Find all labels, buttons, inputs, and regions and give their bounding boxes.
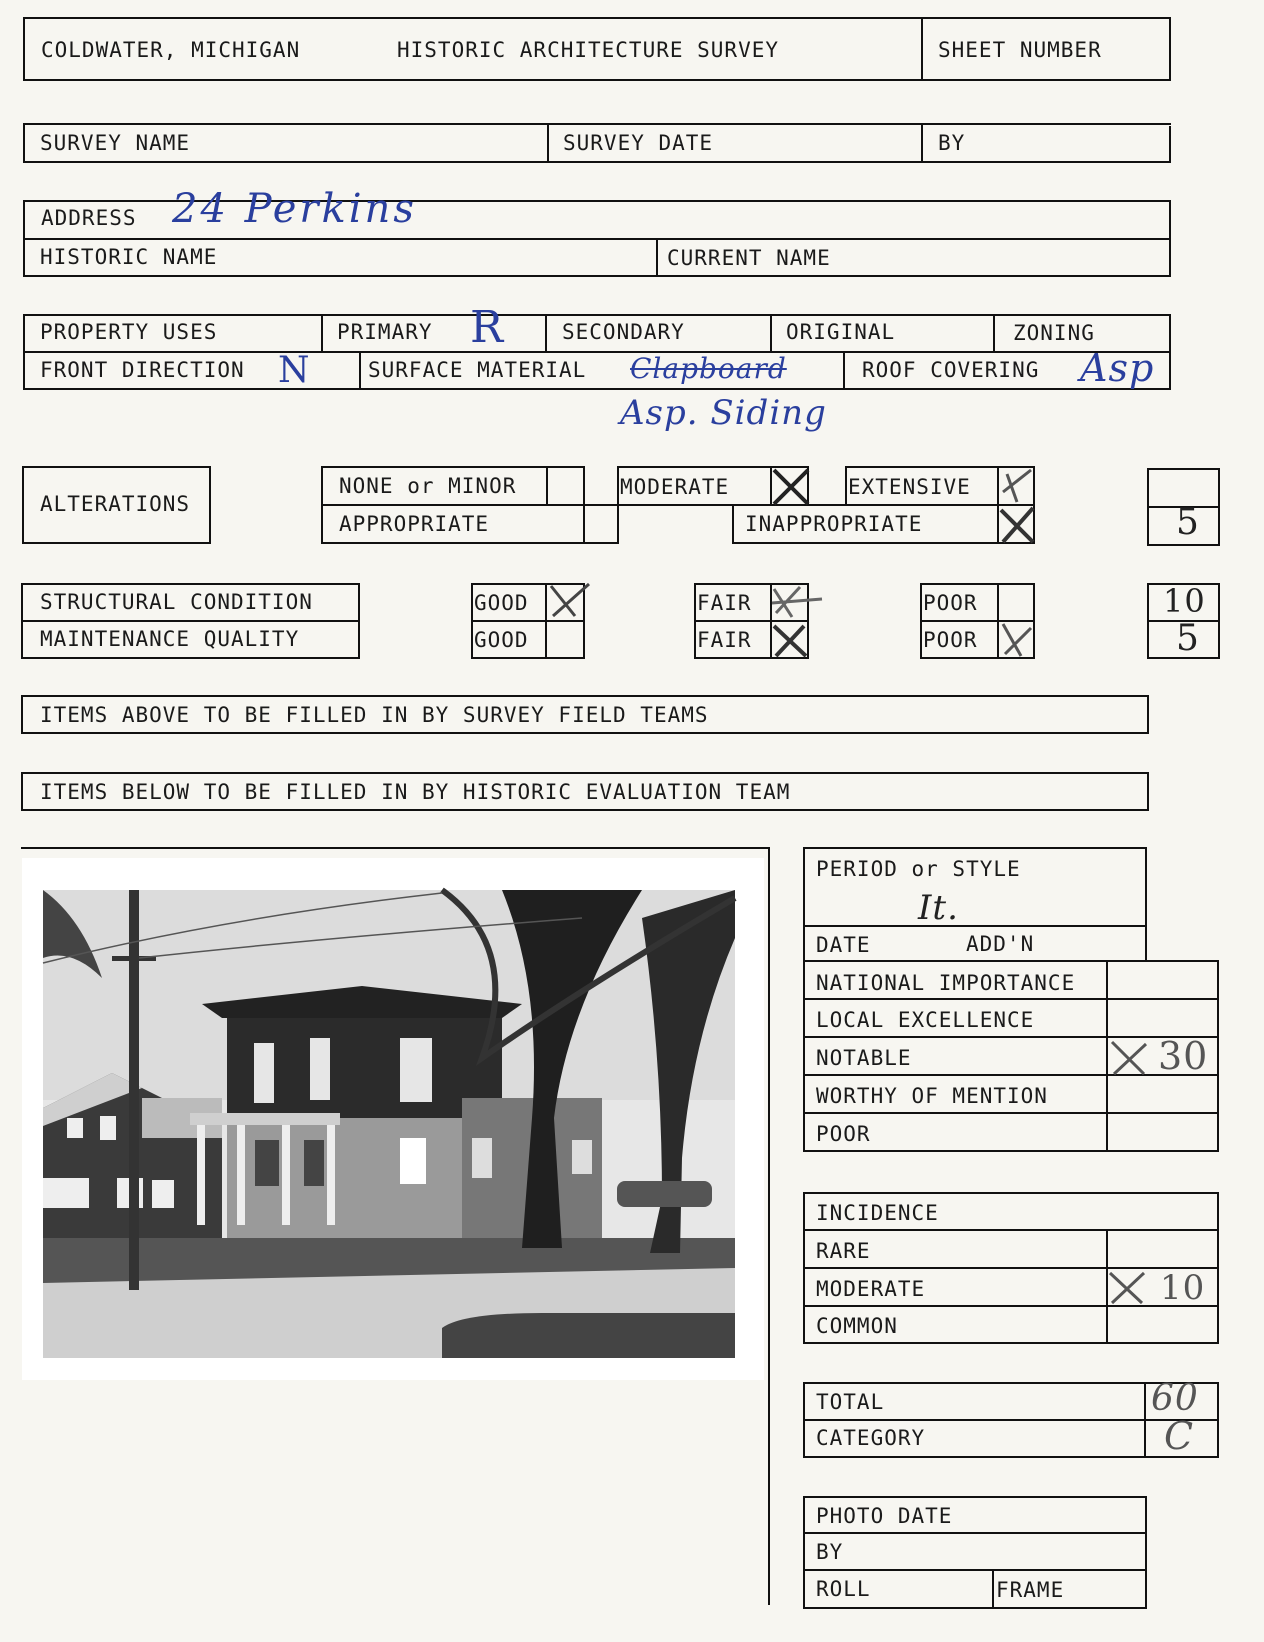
photo-info-row-1 — [803, 1532, 1147, 1534]
incidence-moderate-check-mark — [1104, 1269, 1150, 1307]
period-date-line — [803, 925, 1147, 927]
photo-date-label: PHOTO DATE — [816, 1504, 953, 1528]
surface-material-struck: Clapboard — [630, 352, 787, 385]
primary-label: PRIMARY — [337, 320, 433, 344]
extensive-check-mark — [997, 462, 1039, 508]
structural-condition-label: STRUCTURAL CONDITION — [40, 590, 313, 614]
evaluation-poor-label: POOR — [816, 1122, 871, 1146]
frame-label: FRAME — [996, 1578, 1065, 1602]
address-divider — [656, 238, 658, 277]
property-uses-label: PROPERTY USES — [40, 320, 218, 344]
incidence-row-1 — [803, 1229, 1219, 1231]
notable-check-mark — [1106, 1038, 1152, 1078]
structural-fair-label: FAIR — [697, 591, 752, 615]
inappropriate-label: INAPPROPRIATE — [745, 512, 923, 536]
survey-date-label: SURVEY DATE — [563, 131, 714, 155]
house-photo-image — [22, 858, 764, 1380]
condition-label-mid — [21, 620, 360, 622]
secondary-label: SECONDARY — [562, 320, 685, 344]
date-label: DATE — [816, 933, 871, 957]
house-photograph — [22, 858, 764, 1380]
property-div-5 — [359, 352, 361, 390]
maintenance-score: 5 — [1176, 618, 1200, 659]
property-div-4 — [993, 314, 995, 352]
structural-good-label: GOOD — [474, 591, 529, 615]
survey-divider-2 — [921, 123, 923, 163]
address-value: 24 Perkins — [172, 186, 417, 232]
notable-score: 30 — [1158, 1034, 1209, 1078]
survey-by-label: BY — [938, 131, 966, 155]
structural-poor-label: POOR — [923, 591, 978, 615]
maintenance-good-label: GOOD — [474, 628, 529, 652]
appropriate-check-divider — [583, 504, 585, 544]
roof-covering-label: ROOF COVERING — [862, 358, 1040, 382]
incidence-moderate-score: 10 — [1160, 1268, 1206, 1308]
maintenance-quality-label: MAINTENANCE QUALITY — [40, 627, 300, 651]
common-label: COMMON — [816, 1314, 898, 1338]
total-label: TOTAL — [816, 1390, 885, 1414]
header-title: HISTORIC ARCHITECTURE SURVEY — [397, 38, 780, 62]
maintenance-poor-label: POOR — [923, 628, 978, 652]
addn-label: ADD'N — [966, 932, 1035, 956]
none-minor-check-divider — [546, 466, 548, 506]
primary-value: R — [470, 302, 505, 353]
structural-score: 10 — [1163, 582, 1206, 620]
address-mid-line — [23, 238, 1171, 240]
notable-label: NOTABLE — [816, 1046, 912, 1070]
property-mid-line — [23, 351, 1171, 353]
front-direction-value: N — [278, 350, 311, 391]
alterations-label: ALTERATIONS — [40, 492, 191, 516]
totals-row-divider — [803, 1419, 1219, 1421]
maintenance-fair-label: FAIR — [697, 628, 752, 652]
survey-right-edge — [1169, 126, 1171, 163]
front-direction-label: FRONT DIRECTION — [40, 358, 245, 382]
inappropriate-check-mark — [997, 504, 1039, 546]
rare-label: RARE — [816, 1239, 871, 1263]
alterations-score: 5 — [1176, 502, 1200, 543]
incidence-row-2 — [803, 1267, 1219, 1269]
importance-row-2 — [803, 1036, 1219, 1038]
maintenance-fair-check-mark — [770, 620, 812, 660]
category-value: C — [1164, 1414, 1195, 1458]
incidence-moderate-label: MODERATE — [816, 1277, 926, 1301]
header-city: COLDWATER, MICHIGAN — [41, 38, 301, 62]
roll-label: ROLL — [816, 1577, 871, 1601]
total-value: 60 — [1151, 1378, 1199, 1419]
structural-good-check-mark — [545, 578, 593, 622]
structural-fair-check-mark — [770, 583, 826, 621]
sheet-number-label: SHEET NUMBER — [938, 38, 1102, 62]
original-label: ORIGINAL — [786, 320, 896, 344]
surface-material-value: Asp. Siding — [620, 393, 827, 433]
maintenance-poor-check-mark — [997, 620, 1037, 660]
property-div-6 — [843, 352, 845, 390]
property-div-1 — [321, 314, 323, 352]
notes-above: ITEMS ABOVE TO BE FILLED IN BY SURVEY FIELD TEAMS — [40, 703, 709, 727]
survey-divider-1 — [547, 123, 549, 163]
photo-info-row-2 — [803, 1569, 1147, 1571]
surface-material-label: SURFACE MATERIAL — [368, 358, 587, 382]
worthy-of-mention-label: WORTHY OF MENTION — [816, 1084, 1048, 1108]
roof-covering-value: Asp — [1080, 346, 1155, 390]
national-importance-label: NATIONAL IMPORTANCE — [816, 971, 1076, 995]
totals-col-divider — [1144, 1382, 1146, 1458]
historic-name-label: HISTORIC NAME — [40, 245, 218, 269]
moderate-alteration-check-mark — [770, 466, 812, 508]
address-label: ADDRESS — [41, 206, 137, 230]
photo-by-label: BY — [816, 1540, 844, 1564]
importance-row-3 — [803, 1074, 1219, 1076]
none-minor-label: NONE or MINOR — [339, 474, 517, 498]
property-div-3 — [770, 314, 772, 352]
zoning-label: ZONING — [1013, 321, 1095, 345]
importance-row-1 — [803, 998, 1219, 1000]
appropriate-label: APPROPRIATE — [339, 512, 490, 536]
category-label: CATEGORY — [816, 1426, 926, 1450]
notes-below: ITEMS BELOW TO BE FILLED IN BY HISTORIC EVALUATION TEAM — [40, 780, 791, 804]
header-divider — [921, 17, 923, 81]
current-name-label: CURRENT NAME — [667, 246, 831, 270]
moderate-alt-label: MODERATE — [620, 475, 730, 499]
incidence-row-3 — [803, 1305, 1219, 1307]
extensive-label: EXTENSIVE — [848, 475, 971, 499]
property-div-2 — [545, 314, 547, 352]
survey-name-label: SURVEY NAME — [40, 131, 191, 155]
importance-row-4 — [803, 1112, 1219, 1114]
period-style-value: It. — [918, 888, 959, 928]
photo-info-col-divider — [992, 1569, 994, 1609]
local-excellence-label: LOCAL EXCELLENCE — [816, 1008, 1035, 1032]
period-style-label: PERIOD or STYLE — [816, 857, 1021, 881]
incidence-label: INCIDENCE — [816, 1201, 939, 1225]
